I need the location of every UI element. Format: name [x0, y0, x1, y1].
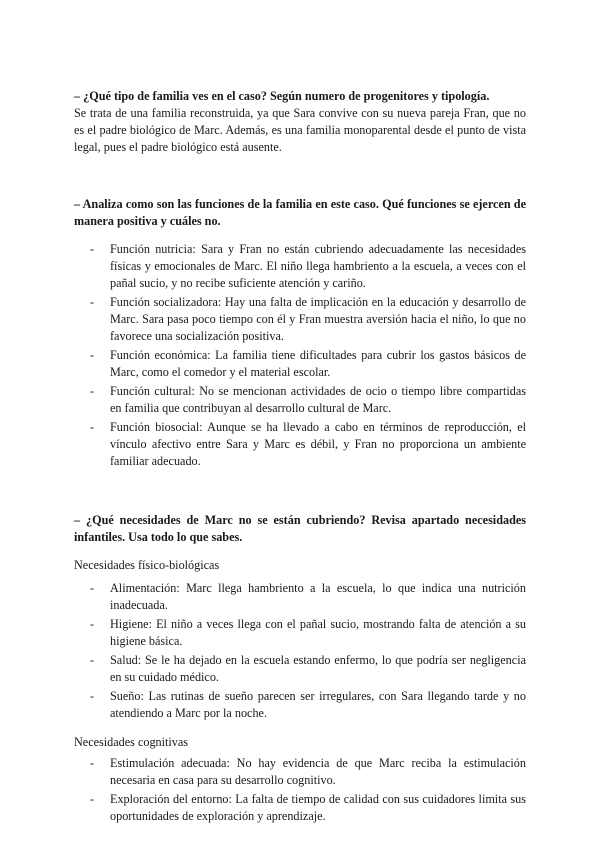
- dash-bullet: -: [90, 348, 95, 362]
- dash-bullet: -: [90, 756, 95, 770]
- question-heading-family-type: – ¿Qué tipo de familia ves en el caso? Según numero de progenitores y tipología.: [74, 89, 490, 103]
- dash-bullet: -: [90, 242, 95, 256]
- question-heading-family-functions: – Analiza como son las funciones de la familia en este caso. Qué funciones se ejercen de manera positiva y cuáles no.: [74, 197, 526, 228]
- subheading-physical-needs: Necesidades físico-biológicas: [74, 558, 220, 572]
- list-item: - Función nutricia: Sara y Fran no están cubriendo adecuadamente las necesidades físicas y emocionales de Marc. El niño llega hambriento a la escuela, a veces con el pañal sucio, y no recibe suficiente atención y cariño.: [90, 242, 526, 290]
- list-item: - Alimentación: Marc llega hambriento a la escuela, lo que indica una nutrición inadecuada.: [90, 581, 526, 612]
- dash-bullet: -: [90, 689, 95, 703]
- list-item: - Sueño: Las rutinas de sueño parecen ser irregulares, con Sara llegando tarde y no atendiendo a Marc por la noche.: [90, 689, 526, 720]
- list-item: - Exploración del entorno: La falta de tiempo de calidad con sus cuidadores limita sus oportunidades de exploración y aprendizaje.: [90, 792, 526, 823]
- family-functions-list: [74, 241, 526, 470]
- dash-bullet: -: [90, 617, 95, 631]
- dash-bullet: -: [90, 420, 95, 434]
- dash-bullet: -: [90, 653, 95, 667]
- cognitive-needs-list: [74, 755, 526, 825]
- list-item: - Función biosocial: Aunque se ha llevado a cabo en términos de reproducción, el vínculo afectivo entre Sara y Marc es débil, y Fran no proporciona un ambiente familiar adecuado.: [90, 420, 526, 468]
- dash-bullet: -: [90, 581, 95, 595]
- list-item: - Higiene: El niño a veces llega con el pañal sucio, mostrando falta de atención a su higiene básica.: [90, 617, 526, 648]
- list-item: - Función cultural: No se mencionan actividades de ocio o tiempo libre compartidas en familia que contribuyan al desarrollo cultural de Marc.: [90, 384, 526, 415]
- list-item: - Estimulación adecuada: No hay evidencia de que Marc reciba la estimulación necesaria en casa para su desarrollo cognitivo.: [90, 756, 526, 787]
- list-item: - Salud: Se le ha dejado en la escuela estando enfermo, lo que podría ser negligencia en su cuidado médico.: [90, 653, 526, 684]
- physical-needs-list: [74, 580, 526, 722]
- list-item: - Función económica: La familia tiene dificultades para cubrir los gastos básicos de Marc, como el comedor y el material escolar.: [90, 348, 526, 379]
- list-item: - Función socializadora: Hay una falta de implicación en la educación y desarrollo de Marc. Sara pasa poco tiempo con él y Fran muestra aversión hacia el niño, lo que no favorece una socialización positiva.: [90, 295, 526, 343]
- dash-bullet: -: [90, 384, 95, 398]
- answer-family-type: Se trata de una familia reconstruida, ya que Sara convive con su nueva pareja Fran, que no es el padre biológico de Marc. Además, es una familia monoparental desde el punto de vista legal, pues el padre biológico está ausente.: [74, 106, 526, 154]
- subheading-cognitive-needs: Necesidades cognitivas: [74, 735, 189, 749]
- question-heading-unmet-needs: – ¿Qué necesidades de Marc no se están cubriendo? Revisa apartado necesidades infantiles. Usa todo lo que sabes.: [74, 513, 526, 544]
- dash-bullet: -: [90, 792, 95, 806]
- dash-bullet: -: [90, 295, 95, 309]
